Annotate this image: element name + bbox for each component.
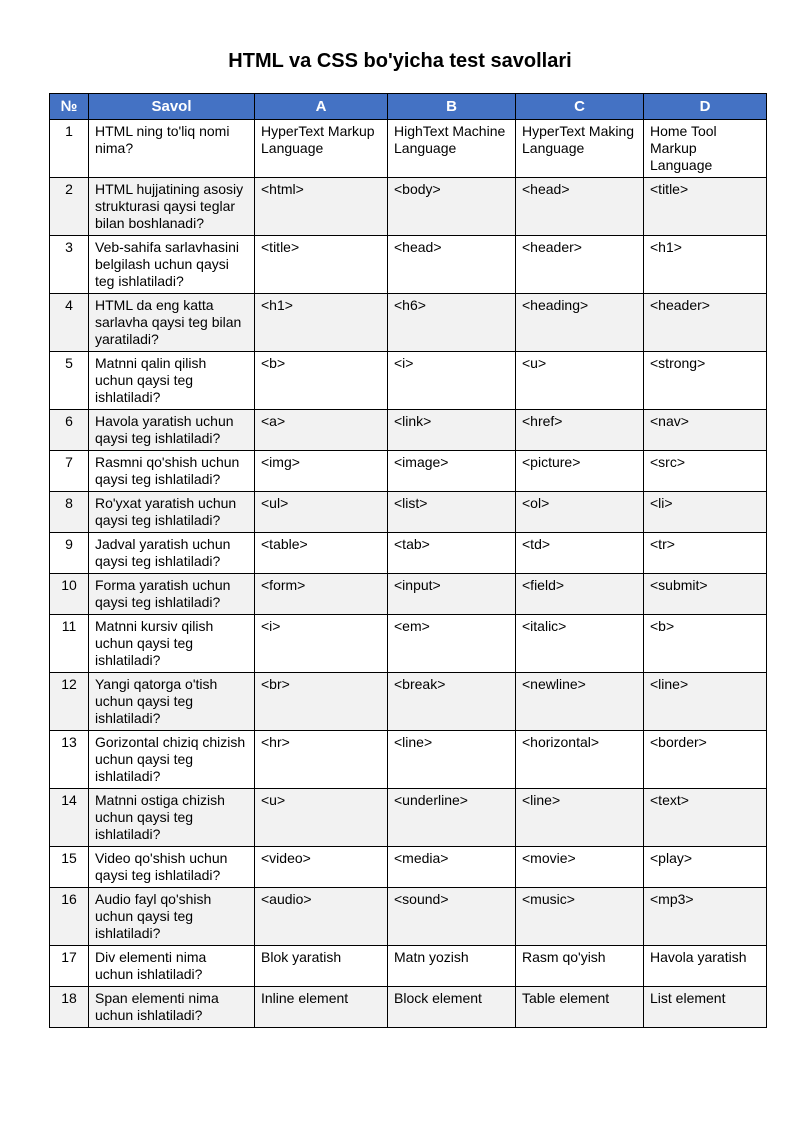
option-c: Table element: [516, 987, 644, 1028]
option-b: <h6>: [388, 294, 516, 352]
table-row: [50, 615, 767, 673]
option-b: <underline>: [388, 789, 516, 847]
question-text: Jadval yaratish uchun qaysi teg ishlatiladi?: [89, 533, 255, 574]
option-d: <src>: [644, 451, 767, 492]
option-b: <input>: [388, 574, 516, 615]
option-d: <h1>: [644, 236, 767, 294]
table-row: [50, 451, 767, 492]
question-number: 3: [50, 236, 89, 294]
option-a: <i>: [255, 615, 388, 673]
question-number: 16: [50, 888, 89, 946]
table-row: [50, 294, 767, 352]
option-d: <border>: [644, 731, 767, 789]
question-number: 10: [50, 574, 89, 615]
question-text: HTML da eng katta sarlavha qaysi teg bilan yaratiladi?: [89, 294, 255, 352]
question-text: Audio fayl qo'shish uchun qaysi teg ishlatiladi?: [89, 888, 255, 946]
option-d: <text>: [644, 789, 767, 847]
table-row: [50, 352, 767, 410]
option-b: <list>: [388, 492, 516, 533]
option-a: <img>: [255, 451, 388, 492]
option-b: <head>: [388, 236, 516, 294]
question-number: 11: [50, 615, 89, 673]
question-number: 13: [50, 731, 89, 789]
table-row: [50, 178, 767, 236]
option-a: <table>: [255, 533, 388, 574]
table-row: [50, 946, 767, 987]
table-header: [50, 94, 767, 120]
option-a: <b>: [255, 352, 388, 410]
option-b: HighText Machine Language: [388, 120, 516, 178]
option-b: <image>: [388, 451, 516, 492]
question-number: 1: [50, 120, 89, 178]
question-text: Matnni qalin qilish uchun qaysi teg ishlatiladi?: [89, 352, 255, 410]
option-b: <tab>: [388, 533, 516, 574]
header-number: №: [50, 94, 89, 120]
question-number: 14: [50, 789, 89, 847]
option-c: <td>: [516, 533, 644, 574]
question-text: Gorizontal chiziq chizish uchun qaysi teg ishlatiladi?: [89, 731, 255, 789]
question-text: Ro'yxat yaratish uchun qaysi teg ishlatiladi?: [89, 492, 255, 533]
option-b: <body>: [388, 178, 516, 236]
question-number: 6: [50, 410, 89, 451]
question-text: Matnni kursiv qilish uchun qaysi teg ishlatiladi?: [89, 615, 255, 673]
option-a: <a>: [255, 410, 388, 451]
option-b: <em>: [388, 615, 516, 673]
question-number: 12: [50, 673, 89, 731]
option-d: Havola yaratish: [644, 946, 767, 987]
option-b: <link>: [388, 410, 516, 451]
question-text: Havola yaratish uchun qaysi teg ishlatiladi?: [89, 410, 255, 451]
option-c: <u>: [516, 352, 644, 410]
table-row: [50, 847, 767, 888]
table-row: [50, 731, 767, 789]
option-c: <heading>: [516, 294, 644, 352]
question-text: Yangi qatorga o'tish uchun qaysi teg ishlatiladi?: [89, 673, 255, 731]
option-c: HyperText Making Language: [516, 120, 644, 178]
quiz-table: [49, 93, 767, 1028]
question-text: Veb-sahifa sarlavhasini belgilash uchun qaysi teg ishlatiladi?: [89, 236, 255, 294]
question-text: Forma yaratish uchun qaysi teg ishlatiladi?: [89, 574, 255, 615]
option-b: Block element: [388, 987, 516, 1028]
option-b: <media>: [388, 847, 516, 888]
question-number: 7: [50, 451, 89, 492]
option-d: <title>: [644, 178, 767, 236]
option-d: <strong>: [644, 352, 767, 410]
page-title: HTML va CSS bo'yicha test savollari: [228, 50, 572, 72]
header-option-c: C: [516, 94, 644, 120]
table-row: [50, 673, 767, 731]
table-row: [50, 987, 767, 1028]
option-c: <italic>: [516, 615, 644, 673]
option-a: <h1>: [255, 294, 388, 352]
option-d: <line>: [644, 673, 767, 731]
option-c: <field>: [516, 574, 644, 615]
option-d: <header>: [644, 294, 767, 352]
option-a: <u>: [255, 789, 388, 847]
table-row: [50, 410, 767, 451]
option-b: <i>: [388, 352, 516, 410]
table-row: [50, 574, 767, 615]
option-c: <href>: [516, 410, 644, 451]
question-text: Div elementi nima uchun ishlatiladi?: [89, 946, 255, 987]
table-row: [50, 492, 767, 533]
question-text: Span elementi nima uchun ishlatiladi?: [89, 987, 255, 1028]
question-text: Video qo'shish uchun qaysi teg ishlatiladi?: [89, 847, 255, 888]
option-c: <music>: [516, 888, 644, 946]
question-number: 17: [50, 946, 89, 987]
header-option-a: A: [255, 94, 388, 120]
option-b: Matn yozish: [388, 946, 516, 987]
question-number: 4: [50, 294, 89, 352]
option-a: <audio>: [255, 888, 388, 946]
option-d: List element: [644, 987, 767, 1028]
option-c: <ol>: [516, 492, 644, 533]
header-option-b: B: [388, 94, 516, 120]
option-d: <b>: [644, 615, 767, 673]
option-c: Rasm qo'yish: [516, 946, 644, 987]
option-a: <video>: [255, 847, 388, 888]
option-b: <break>: [388, 673, 516, 731]
header-row: [50, 94, 767, 120]
option-a: Inline element: [255, 987, 388, 1028]
option-d: <nav>: [644, 410, 767, 451]
table-row: [50, 120, 767, 178]
option-a: <html>: [255, 178, 388, 236]
header-option-d: D: [644, 94, 767, 120]
option-a: <form>: [255, 574, 388, 615]
option-a: Blok yaratish: [255, 946, 388, 987]
question-text: Rasmni qo'shish uchun qaysi teg ishlatiladi?: [89, 451, 255, 492]
question-number: 5: [50, 352, 89, 410]
option-d: Home Tool Markup Language: [644, 120, 767, 178]
option-b: <line>: [388, 731, 516, 789]
option-a: <hr>: [255, 731, 388, 789]
question-number: 9: [50, 533, 89, 574]
table-row: [50, 789, 767, 847]
option-a: HyperText Markup Language: [255, 120, 388, 178]
option-d: <li>: [644, 492, 767, 533]
option-d: <mp3>: [644, 888, 767, 946]
table-row: [50, 533, 767, 574]
option-d: <play>: [644, 847, 767, 888]
option-a: <br>: [255, 673, 388, 731]
option-b: <sound>: [388, 888, 516, 946]
question-text: HTML hujjatining asosiy strukturasi qaysi teglar bilan boshlanadi?: [89, 178, 255, 236]
option-c: <line>: [516, 789, 644, 847]
option-d: <tr>: [644, 533, 767, 574]
option-c: <header>: [516, 236, 644, 294]
option-c: <movie>: [516, 847, 644, 888]
option-c: <head>: [516, 178, 644, 236]
question-number: 18: [50, 987, 89, 1028]
option-a: <ul>: [255, 492, 388, 533]
table-body: [50, 120, 767, 1028]
header-question: Savol: [89, 94, 255, 120]
option-c: <horizontal>: [516, 731, 644, 789]
option-a: <title>: [255, 236, 388, 294]
option-d: <submit>: [644, 574, 767, 615]
option-c: <newline>: [516, 673, 644, 731]
question-text: HTML ning to'liq nomi nima?: [89, 120, 255, 178]
question-number: 15: [50, 847, 89, 888]
question-text: Matnni ostiga chizish uchun qaysi teg ishlatiladi?: [89, 789, 255, 847]
option-c: <picture>: [516, 451, 644, 492]
table-row: [50, 888, 767, 946]
table-row: [50, 236, 767, 294]
question-number: 8: [50, 492, 89, 533]
question-number: 2: [50, 178, 89, 236]
